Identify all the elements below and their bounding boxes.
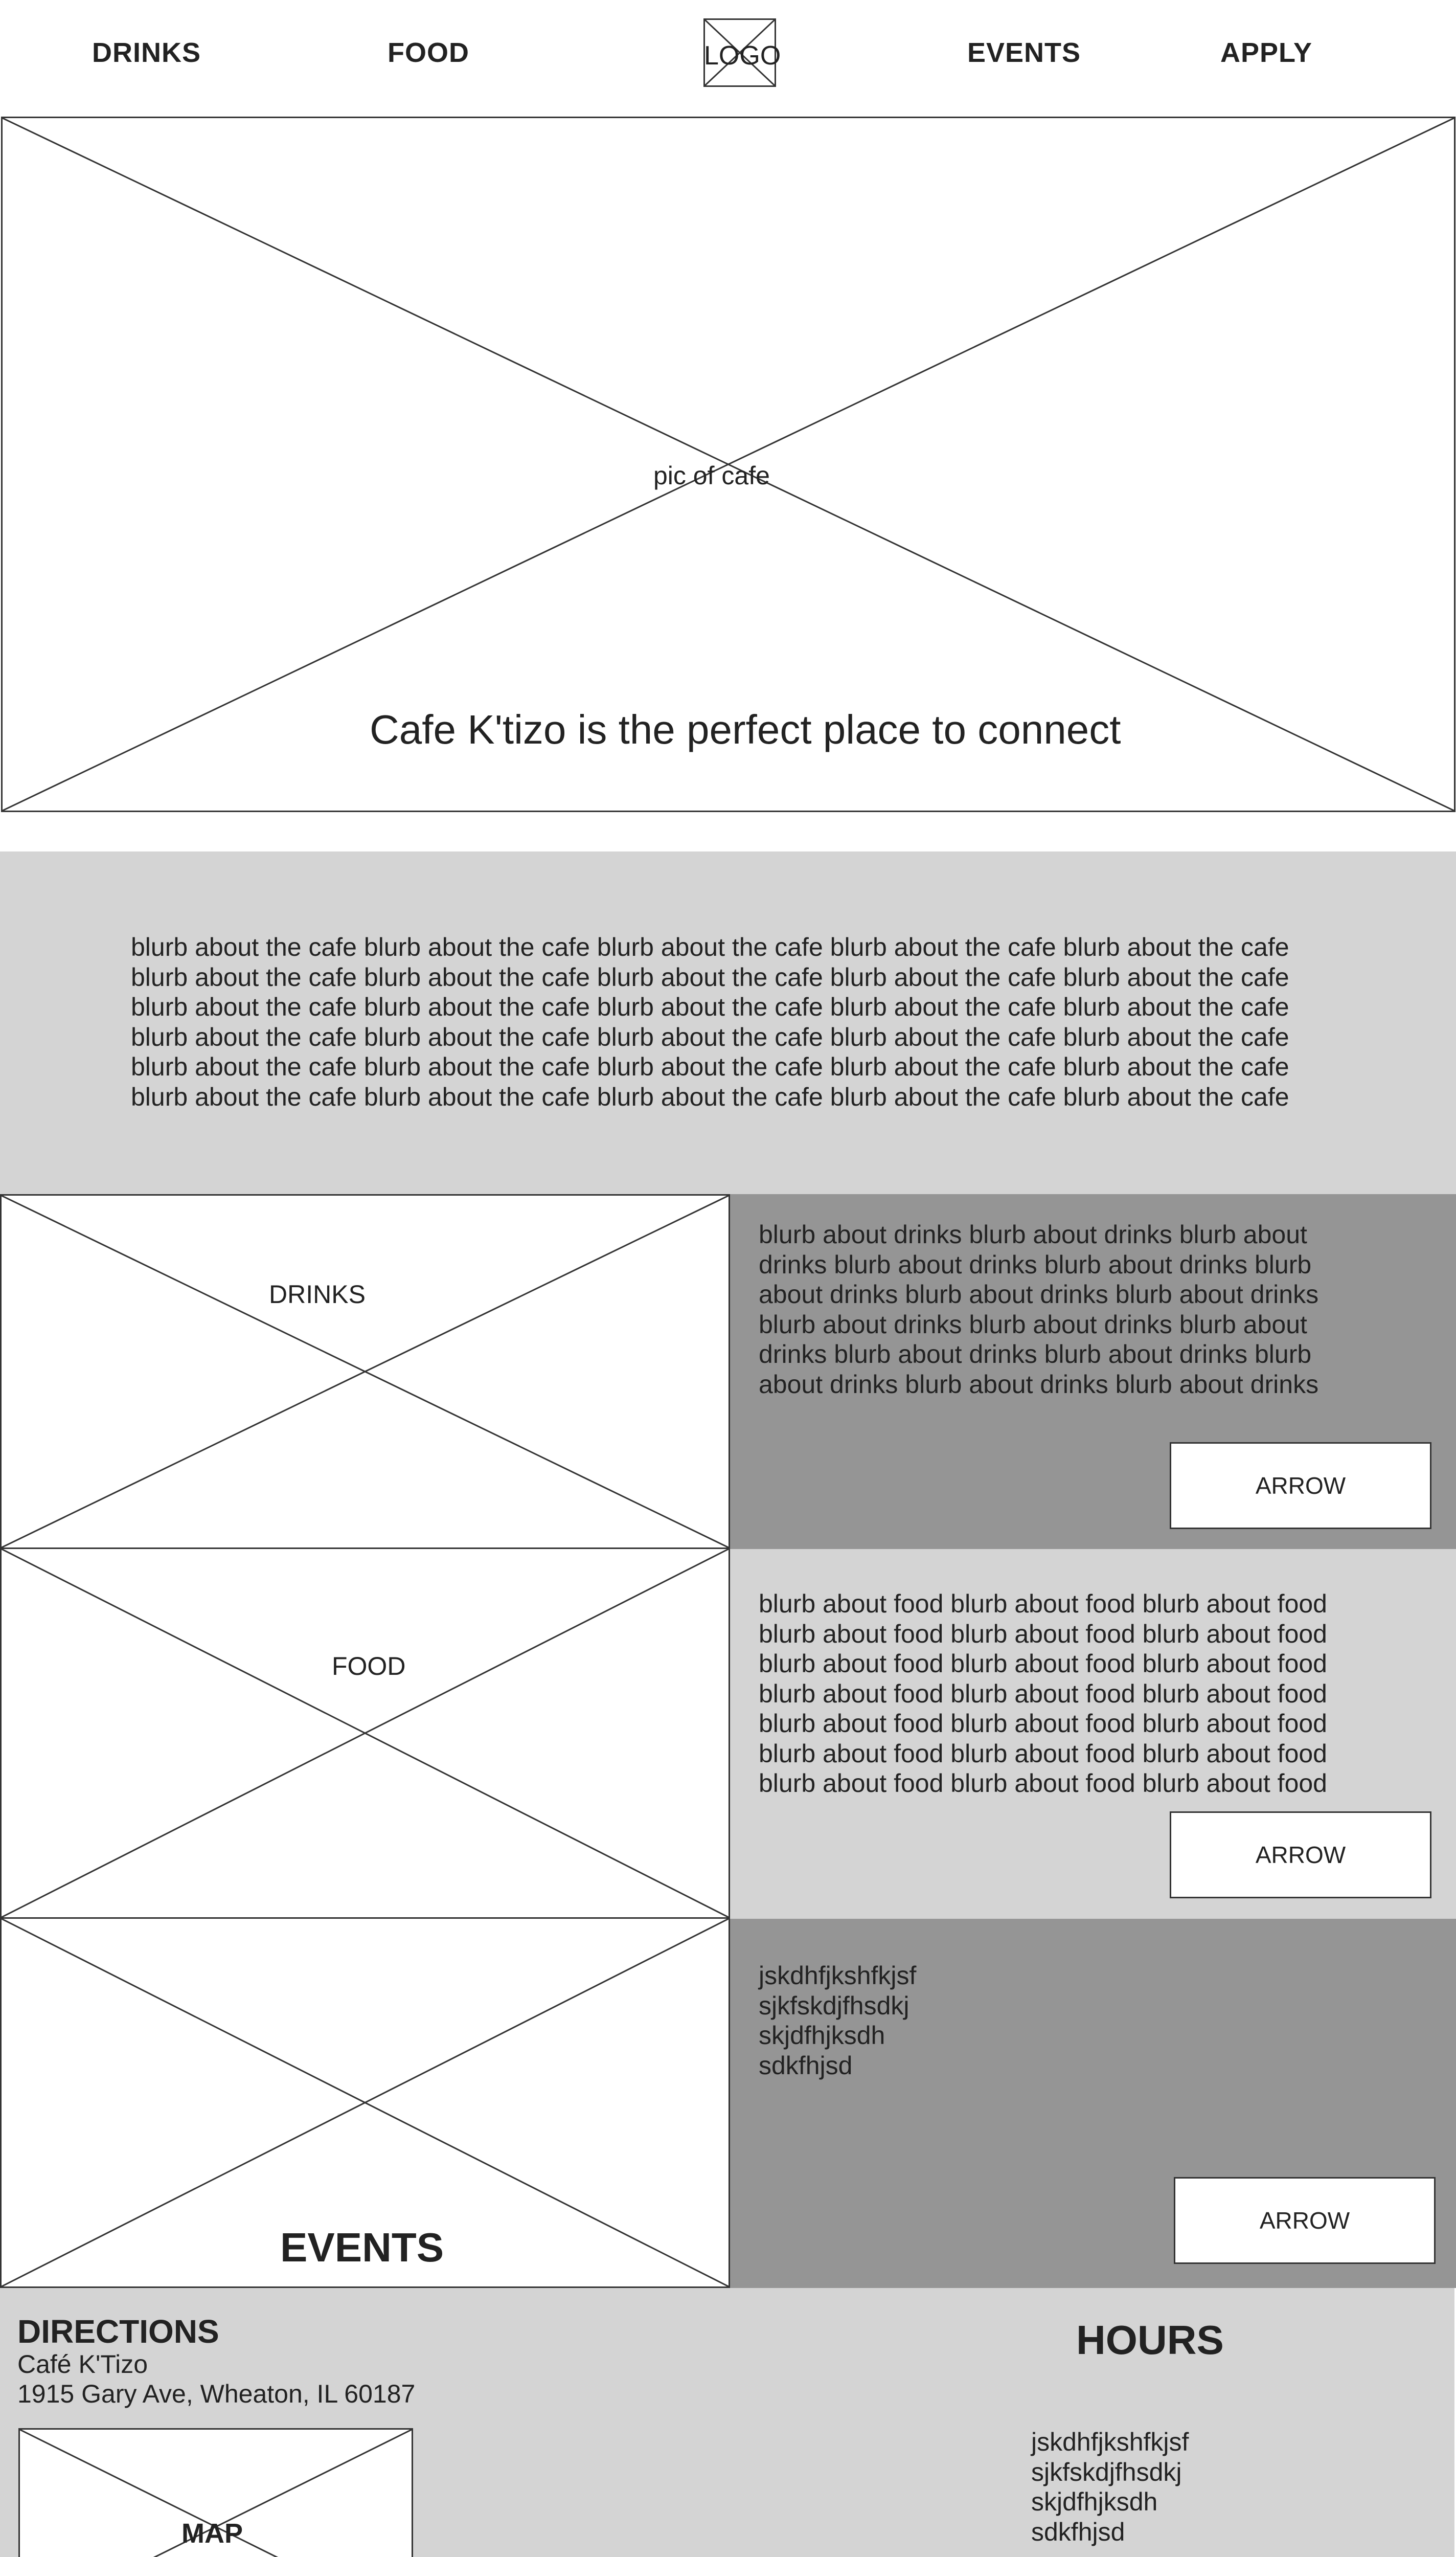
directions-map[interactable] bbox=[18, 2428, 413, 2557]
drinks-line: drinks blurb about drinks blurb about drinks blurb bbox=[759, 1340, 1312, 1369]
events-line: sjkfskdjfhsdkj bbox=[759, 1991, 909, 2020]
events-image bbox=[0, 1917, 730, 2288]
food-line: blurb about food blurb about food blurb about food bbox=[759, 1679, 1327, 1708]
drinks-line: blurb about drinks blurb about drinks blurb about bbox=[759, 1220, 1307, 1249]
food-line: blurb about food blurb about food blurb about food bbox=[759, 1649, 1327, 1678]
about-line: blurb about the cafe blurb about the cafe blurb about the cafe blurb about the cafe blurb about the cafe bbox=[131, 933, 1289, 961]
drinks-image bbox=[0, 1194, 730, 1549]
food-image-label: FOOD bbox=[332, 1652, 406, 1680]
hours-line: jskdhfjkshfkjsf bbox=[1031, 2428, 1189, 2456]
hours-line: skjdfhjksdh bbox=[1031, 2487, 1158, 2516]
logo[interactable] bbox=[703, 18, 781, 87]
events-line: sdkfhjsd bbox=[759, 2051, 853, 2080]
drinks-line: drinks blurb about drinks blurb about drinks blurb bbox=[759, 1250, 1312, 1279]
events-blurb bbox=[759, 1961, 1444, 2080]
drinks-line: blurb about drinks blurb about drinks blurb about bbox=[759, 1310, 1307, 1339]
hours-list bbox=[1031, 2427, 1440, 2547]
logo-label: LOGO bbox=[704, 41, 781, 71]
food-arrow-button[interactable]: ARROW bbox=[1170, 1811, 1431, 1898]
drinks-panel bbox=[730, 1194, 1456, 1549]
nav-link-drinks[interactable]: DRINKS bbox=[92, 37, 201, 68]
hours-line: sdkfhjsd bbox=[1031, 2517, 1125, 2546]
placeholder-x-icon bbox=[2, 1549, 729, 1917]
food-panel bbox=[730, 1549, 1456, 1919]
map-label: MAP bbox=[181, 2518, 243, 2549]
about-line: blurb about the cafe blurb about the cafe blurb about the cafe blurb about the cafe blurb about the cafe bbox=[131, 962, 1289, 992]
events-arrow-button[interactable]: ARROW bbox=[1174, 2177, 1436, 2264]
food-line: blurb about food blurb about food blurb about food bbox=[759, 1709, 1327, 1738]
hours-line: sjkfskdjfhsdkj bbox=[1031, 2457, 1182, 2486]
about-blurb bbox=[131, 932, 1368, 1112]
about-line: blurb about the cafe blurb about the cafe blurb about the cafe blurb about the cafe blurb about the cafe bbox=[131, 993, 1289, 1021]
about-line: blurb about the cafe blurb about the cafe blurb about the cafe blurb about the cafe blurb about the cafe bbox=[131, 1022, 1289, 1051]
about-line: blurb about the cafe blurb about the cafe blurb about the cafe blurb about the cafe blurb about the cafe bbox=[131, 1052, 1289, 1081]
events-line: jskdhfjkshfkjsf bbox=[759, 1961, 917, 1990]
nav-link-food[interactable]: FOOD bbox=[388, 37, 469, 68]
food-image bbox=[0, 1547, 730, 1919]
info-section bbox=[0, 2288, 1454, 2557]
events-image-label: EVENTS bbox=[280, 2225, 444, 2270]
directions-address[interactable]: 1915 Gary Ave, Wheaton, IL 60187 bbox=[17, 2380, 416, 2408]
events-panel bbox=[730, 1919, 1456, 2288]
food-line: blurb about food blurb about food blurb about food bbox=[759, 1739, 1327, 1768]
hero-tagline: Cafe K'tizo is the perfect place to connect bbox=[370, 707, 1121, 752]
about-line: blurb about the cafe blurb about the cafe blurb about the cafe blurb about the cafe blurb about the cafe bbox=[131, 1082, 1289, 1111]
food-line: blurb about food blurb about food blurb about food bbox=[759, 1619, 1327, 1648]
placeholder-x-icon bbox=[2, 1196, 729, 1547]
food-line: blurb about food blurb about food blurb about food bbox=[759, 1589, 1327, 1618]
drinks-image-label: DRINKS bbox=[269, 1280, 366, 1309]
about-section bbox=[0, 851, 1456, 1194]
hero-image bbox=[1, 117, 1455, 812]
directions-name: Café K'Tizo bbox=[17, 2350, 148, 2379]
drinks-line: about drinks blurb about drinks blurb about drinks bbox=[759, 1280, 1319, 1309]
food-line: blurb about food blurb about food blurb about food bbox=[759, 1769, 1327, 1798]
events-line: skjdfhjksdh bbox=[759, 2021, 885, 2050]
directions-heading: DIRECTIONS bbox=[17, 2313, 219, 2350]
hero-image-label: pic of cafe bbox=[653, 461, 770, 490]
food-blurb bbox=[759, 1589, 1444, 1799]
drinks-line: about drinks blurb about drinks blurb about drinks bbox=[759, 1370, 1319, 1399]
nav-link-events[interactable]: EVENTS bbox=[967, 37, 1081, 68]
hours-heading: HOURS bbox=[1076, 2317, 1224, 2363]
nav-link-apply[interactable]: APPLY bbox=[1220, 37, 1313, 68]
drinks-blurb bbox=[759, 1220, 1444, 1399]
drinks-arrow-button[interactable]: ARROW bbox=[1170, 1442, 1431, 1529]
